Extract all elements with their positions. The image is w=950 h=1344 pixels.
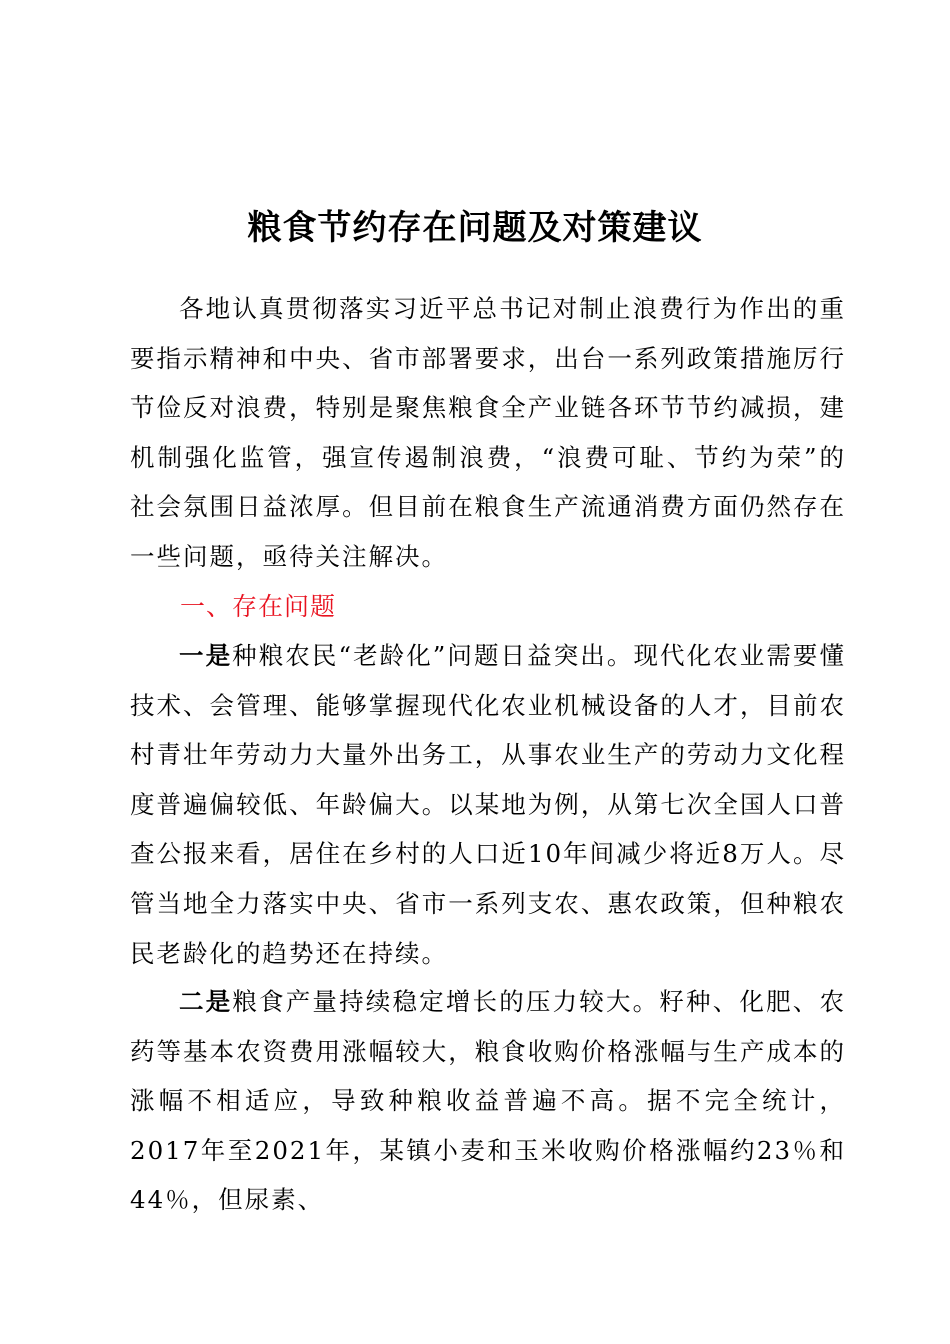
problem-paragraph-2 [130,977,846,1225]
paragraph-lead: 一是 [179,641,233,670]
paragraph-lead: 二是 [179,987,233,1016]
paragraph-text: 粮食产量持续稳定增长的压力较大。籽种、化肥、农药等基本农资费用涨幅较大，粮食收购价格涨幅与生产成本的涨幅不相适应，导致种粮收益普遍不高。据不完全统计，2017年至2021年，某镇小麦和玉米收购价格涨幅约23％和44％，但尿素、 [130,987,846,1215]
section-heading-problems: 一、存在问题 [180,592,337,621]
paragraph-text: 种粮农民“老龄化”问题日益突出。现代化农业需要懂技术、会管理、能够掌握现代化农业机械设备的人才，目前农村青壮年劳动力大量外出务工，从事农业生产的劳动力文化程度普遍偏较低、年龄偏大。以某地为例，从第七次全国人口普查公报来看，居住在乡村的人口近10年间减少将近8万人。尽管当地全力落实中央、省市一系列支农、惠农政策，但种粮农民老龄化的趋势还在持续。 [130,641,846,968]
intro-paragraph: 各地认真贯彻落实习近平总书记对制止浪费行为作出的重要指示精神和中央、省市部署要求，出台一系列政策措施厉行节俭反对浪费，特别是聚焦粮食全产业链各环节节约减损，建机制强化监管，强宣传遏制浪费，“浪费可耻、节约为荣”的社会氛围日益浓厚。但目前在粮食生产流通消费方面仍然存在一些问题，亟待关注解决。 [130,294,846,571]
document-title: 粮食节约存在问题及对策建议 [247,208,703,248]
problem-paragraph-1 [130,631,846,978]
